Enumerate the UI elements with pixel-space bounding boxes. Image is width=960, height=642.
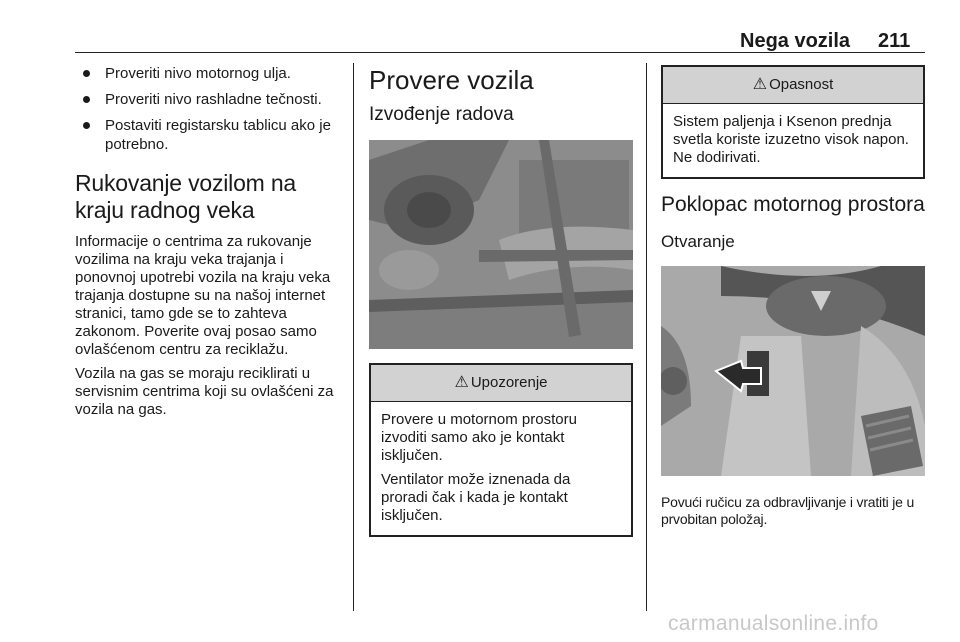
- column-divider: [353, 63, 354, 611]
- warning-box: [369, 363, 633, 537]
- bullet-icon: [83, 122, 90, 129]
- warning-triangle-icon: ⚠: [752, 76, 768, 93]
- paragraph: Informacije o centrima za rukovanje vozilima na kraju veka trajanja i ponovnoj upotrebi vozila na kraju veka trajanja dostupne su na našoj internet stranici, tamo gde se to zahteva zakonom. Poverite ovaj posao samo ovlašćenom centru za reciklažu.: [75, 233, 331, 358]
- hood-release-illustration: [661, 266, 925, 476]
- paragraph: Vozila na gas se moraju reciklirati u servisnim centrima koji su ovlašćeni za vozila na gas.: [75, 365, 334, 418]
- hood-release-caption: Povući ručicu za odbravljivanje i vratiti je u prvobitan položaj.: [661, 494, 915, 527]
- danger-body: [663, 104, 923, 177]
- hood-release-illustration-svg: [661, 266, 925, 476]
- warning-text: Provere u motornom prostoru izvoditi samo ako je kontakt isključen.: [381, 411, 577, 464]
- header-rule: [75, 52, 925, 53]
- engine-bay-illustration: [369, 140, 633, 349]
- bullet-icon: [83, 96, 90, 103]
- engine-bay-illustration-svg: [369, 140, 633, 349]
- danger-text: Sistem paljenja i Ksenon prednja svetla koriste izuzetno visok napon. Ne dodirivati.: [673, 113, 909, 166]
- column-middle: [369, 64, 633, 537]
- danger-header: ⚠ Opasnost: [663, 67, 923, 104]
- column-divider: [646, 63, 647, 611]
- watermark: carmanualsonline.info: [668, 612, 879, 635]
- column-right: [661, 64, 925, 534]
- list-item: Proveriti nivo rashladne tečnosti.: [75, 90, 343, 109]
- warning-text: Ventilator može iznenada da proradi čak i kada je kontakt isključen.: [381, 471, 571, 524]
- section-title-end-of-life: Rukovanje vozilom na kraju radnog veka: [75, 170, 297, 223]
- warning-body: [371, 402, 631, 535]
- section-title-hood: Poklopac motornog prostora: [661, 193, 925, 216]
- page-number: 211: [878, 30, 911, 52]
- column-left: [75, 64, 343, 425]
- bullet-icon: [83, 70, 90, 77]
- list-item: Proveriti nivo motornog ulja.: [75, 64, 343, 83]
- checklist: [75, 64, 343, 154]
- section-title-vehicle-checks: Provere vozila: [369, 65, 534, 95]
- subsection-title-performing-work: Izvođenje radova: [369, 104, 514, 125]
- list-item: Postaviti registarsku tablicu ako je potrebno.: [75, 116, 343, 154]
- warning-triangle-icon: ⚠: [454, 374, 469, 391]
- running-header-title: Nega vozila: [740, 30, 851, 52]
- danger-box: [661, 65, 925, 179]
- subsection-title-opening: Otvaranje: [661, 232, 735, 251]
- warning-header: ⚠ Upozorenje: [371, 365, 631, 402]
